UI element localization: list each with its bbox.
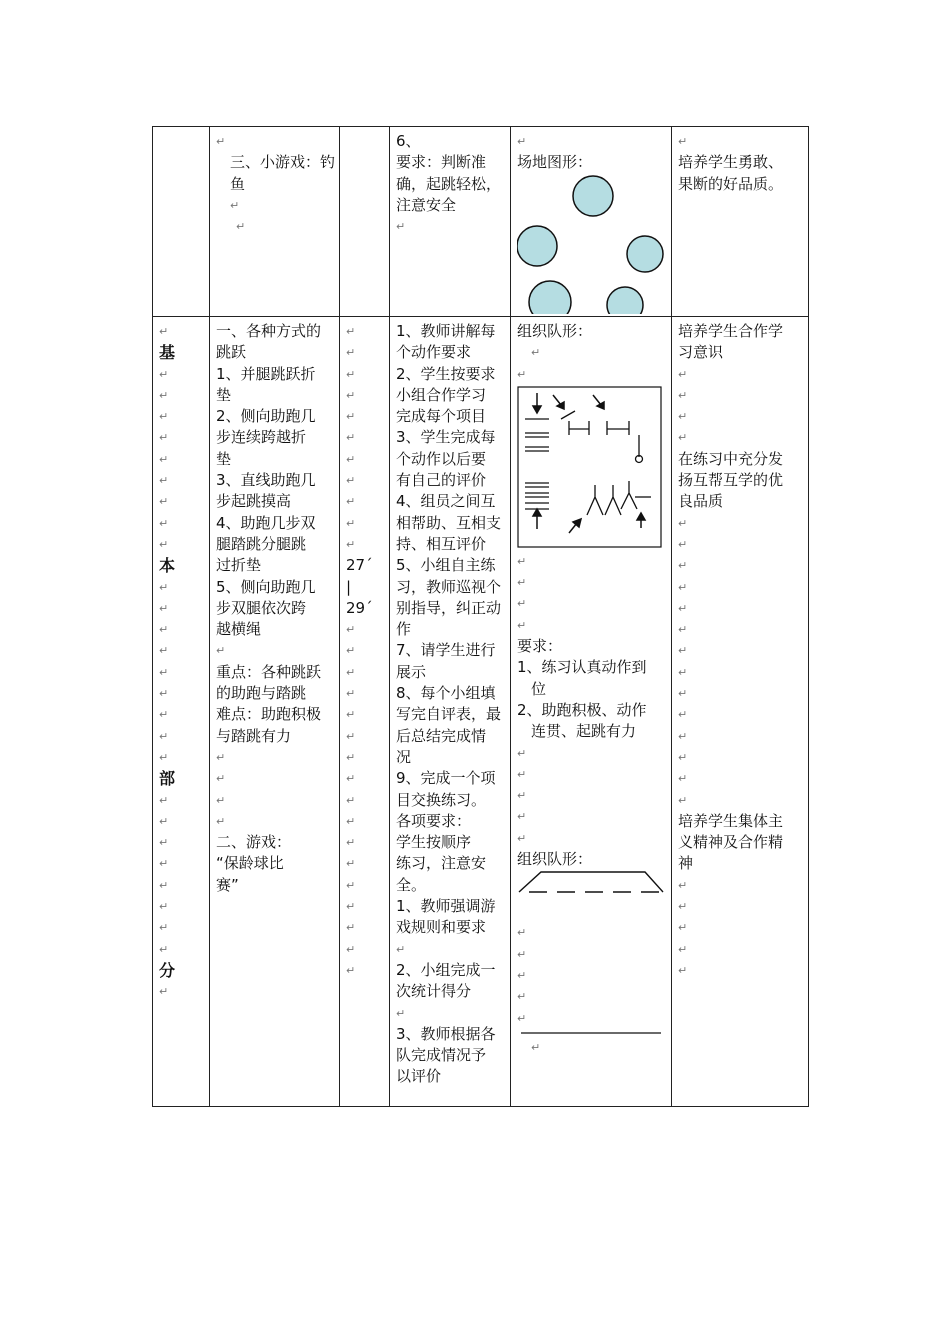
method-line: 3、学生完成每 — [396, 428, 496, 447]
content-line: ↵ — [216, 814, 226, 828]
hoop-circle — [573, 176, 613, 216]
content-list — [216, 321, 335, 896]
method-line: 戏规则和要求 — [396, 918, 487, 937]
content-line: 垫 — [216, 385, 232, 404]
content-line: 过折垫 — [216, 556, 262, 575]
content-line: 越横绳 — [216, 620, 262, 639]
goal-line: 果断的好品质。 — [678, 174, 784, 193]
jump-station-diagram — [517, 385, 665, 551]
formation-label: 组织队形： — [517, 322, 593, 340]
content-line: 3、直线助跑几 — [216, 471, 316, 490]
hoop-circle — [517, 226, 557, 266]
lesson-plan-table — [152, 126, 809, 1107]
goal-line: 在练习中充分发 — [678, 449, 784, 468]
method-line: 各项要求： — [396, 811, 472, 830]
goal-cell: 培养学生合作学 习意识 ↵ ↵ ↵ ↵ 在练习中充分发 扬互帮互学的优 良品质 ↵ ↵ ↵ ↵ ↵ ↵ ↵ ↵ ↵ ↵ ↵ ↵ ↵ ↵ 培养学生集体主 义精神及合作精 神 ↵ ↵ ↵ ↵ ↵ — [672, 317, 809, 1107]
content-line: 难点：助跑积极 — [216, 705, 322, 724]
method-line: 全。 — [396, 875, 427, 894]
content-line: 赛” — [216, 875, 239, 894]
goal-line: 良品质 — [678, 492, 724, 511]
organization-cell: 组织队形： ↵ ↵ ↵ ↵ ↵ ↵ 要求： 1、练习认真动作到 位 2、助跑积极、动作 连贯、起跳有力 ↵ ↵ ↵ ↵ ↵ 组织队形： ↵ ↵ ↵ ↵ ↵ ↵ — [511, 317, 672, 1107]
requirement-line: 2、助跑积极、动作 — [517, 700, 647, 719]
goal-line: 培养学生合作学 — [678, 322, 784, 340]
method-line: 次统计得分 — [396, 982, 472, 1001]
method-line: 1、教师强调游 — [396, 897, 496, 916]
section-cell-empty — [153, 127, 210, 317]
hoop-circle — [529, 281, 571, 314]
formation-label: 组织队形： — [517, 850, 593, 869]
section-char: 基 — [159, 343, 176, 363]
table-row-main — [153, 317, 809, 1107]
method-cell: 6、 要求：判断准 确，起跳轻松， 注意安全 ↵ — [390, 127, 511, 317]
section-char: 分 — [159, 960, 176, 980]
method-line: 2、小组完成一 — [396, 960, 496, 979]
content-line: 步起跳摸高 — [216, 492, 292, 511]
hoop-circle — [607, 287, 643, 314]
content-line: 重点：各种跳跃 — [216, 662, 322, 681]
method-line: 完成每个项目 — [396, 407, 487, 426]
method-line: 别指导，纠正动 — [396, 598, 502, 617]
method-line: 以评价 — [396, 1067, 442, 1086]
content-line: ↵ — [216, 793, 226, 807]
table-row-game — [153, 127, 809, 317]
goal-cell: ↵ 培养学生勇敢、 果断的好品质。 — [672, 127, 809, 317]
method-line: 8、每个小组填 — [396, 684, 496, 703]
time-separator: | — [346, 577, 352, 596]
time-cell: ↵ ↵ ↵ ↵ ↵ ↵ ↵ ↵ ↵ ↵ ↵ 27´ | 29´ ↵ ↵ ↵ ↵ ↵ ↵ ↵ ↵ ↵ ↵ ↵ ↵ ↵ ↵ ↵ ↵ ↵ — [340, 317, 390, 1107]
method-line: 写完自评表，最 — [396, 705, 502, 724]
method-line: 9、完成一个项 — [396, 769, 496, 788]
section-cell — [153, 317, 210, 1107]
content-line: 4、助跑几步双 — [216, 513, 316, 532]
method-line: 3、教师根据各 — [396, 1024, 496, 1043]
method-line: 要求：判断准 — [396, 153, 487, 172]
content-line: 二、游戏： — [216, 833, 292, 852]
hoop-circle — [627, 236, 663, 272]
time-end: 29´ — [346, 598, 373, 617]
method-line: 5、小组自主练 — [396, 556, 496, 575]
method-list — [396, 321, 506, 1088]
goal-line: 扬互帮互学的优 — [678, 471, 784, 490]
section-label-column: ↵ 基 ↵ ↵ ↵ ↵ ↵ ↵ ↵ ↵ ↵ 本 ↵ ↵ ↵ ↵ ↵ ↵ ↵ ↵ ↵ 部 ↵ ↵ ↵ ↵ ↵ ↵ ↵ ↵ 分 ↵ — [159, 321, 205, 1003]
method-line: 展示 — [396, 662, 427, 681]
content-line: 腿踏跳分腿跳 — [216, 534, 307, 553]
content-line: ↵ — [216, 750, 226, 764]
content-line: 一、各种方式的 — [216, 322, 322, 340]
method-line: 小组合作学习 — [396, 385, 487, 404]
organization-cell: ↵ 场地图形： — [511, 127, 672, 317]
method-line: 4、组员之间互 — [396, 492, 496, 511]
content-line: ↵ — [216, 644, 226, 658]
method-line: 个动作以后要 — [396, 449, 487, 468]
content-line: 1、并腿跳跃折 — [216, 364, 316, 383]
method-line: 持、相互评价 — [396, 534, 487, 553]
field-circles-diagram — [517, 174, 667, 314]
requirement-line: 位 — [531, 679, 547, 698]
content-line: 三、小游戏：钓 — [230, 153, 336, 172]
content-line: “保龄球比 — [216, 854, 284, 873]
goal-line: 培养学生勇敢、 — [678, 153, 784, 172]
method-line: 作 — [396, 620, 412, 639]
method-line: 确，起跳轻松， — [396, 174, 502, 193]
section-char: 部 — [159, 769, 176, 789]
method-line: 2、学生按要求 — [396, 364, 496, 383]
content-line: 的助跑与踏跳 — [216, 684, 307, 703]
content-line: 垫 — [216, 449, 232, 468]
method-line: 目交换练习。 — [396, 790, 487, 809]
requirement-line: 连贯、起跳有力 — [531, 722, 637, 741]
method-line: 个动作要求 — [396, 343, 472, 362]
goal-line: 义精神及合作精 — [678, 833, 784, 852]
goal-line: 神 — [678, 854, 694, 873]
content-line: 5、侧向助跑几 — [216, 577, 316, 596]
time-cell — [340, 127, 390, 317]
baseline-diagram — [517, 1029, 665, 1037]
method-line: 7、请学生进行 — [396, 641, 496, 660]
content-line: 鱼 — [230, 174, 246, 193]
content-line: 2、侧向助跑几 — [216, 407, 316, 426]
goal-line: 培养学生集体主 — [678, 811, 784, 830]
method-cell — [390, 317, 511, 1107]
method-line: 况 — [396, 747, 412, 766]
method-line: 习，教师巡视个 — [396, 577, 502, 596]
method-line: 学生按顺序 — [396, 833, 472, 852]
requirement-line: 1、练习认真动作到 — [517, 658, 647, 677]
content-line: ↵ — [216, 772, 226, 786]
goal-line: 习意识 — [678, 343, 724, 362]
method-line: 练习，注意安 — [396, 854, 487, 873]
method-line: 后总结完成情 — [396, 726, 487, 745]
content-line: 步连续跨越折 — [216, 428, 307, 447]
method-line: 注意安全 — [396, 195, 457, 214]
method-line: ↵ — [396, 942, 406, 956]
method-line: 相帮助、互相支 — [396, 513, 502, 532]
field-diagram-label: 场地图形： — [517, 153, 593, 172]
method-line: 6、 — [396, 132, 421, 150]
content-line: 与踏跳有力 — [216, 726, 292, 745]
content-line: 跳跃 — [216, 343, 247, 362]
requirements-title: 要求： — [517, 637, 563, 656]
method-line: 队完成情况予 — [396, 1046, 487, 1065]
time-start: 27´ — [346, 556, 373, 575]
method-line: 1、教师讲解每 — [396, 322, 496, 340]
method-line: ↵ — [396, 1006, 406, 1020]
section-char: 本 — [159, 556, 176, 576]
content-cell — [210, 317, 340, 1107]
bowling-formation-diagram — [517, 870, 665, 922]
method-line: 有自己的评价 — [396, 471, 487, 490]
content-cell: ↵ 三、小游戏：钓 鱼 ↵ ↵ — [210, 127, 340, 317]
content-line: 步双腿依次跨 — [216, 598, 307, 617]
